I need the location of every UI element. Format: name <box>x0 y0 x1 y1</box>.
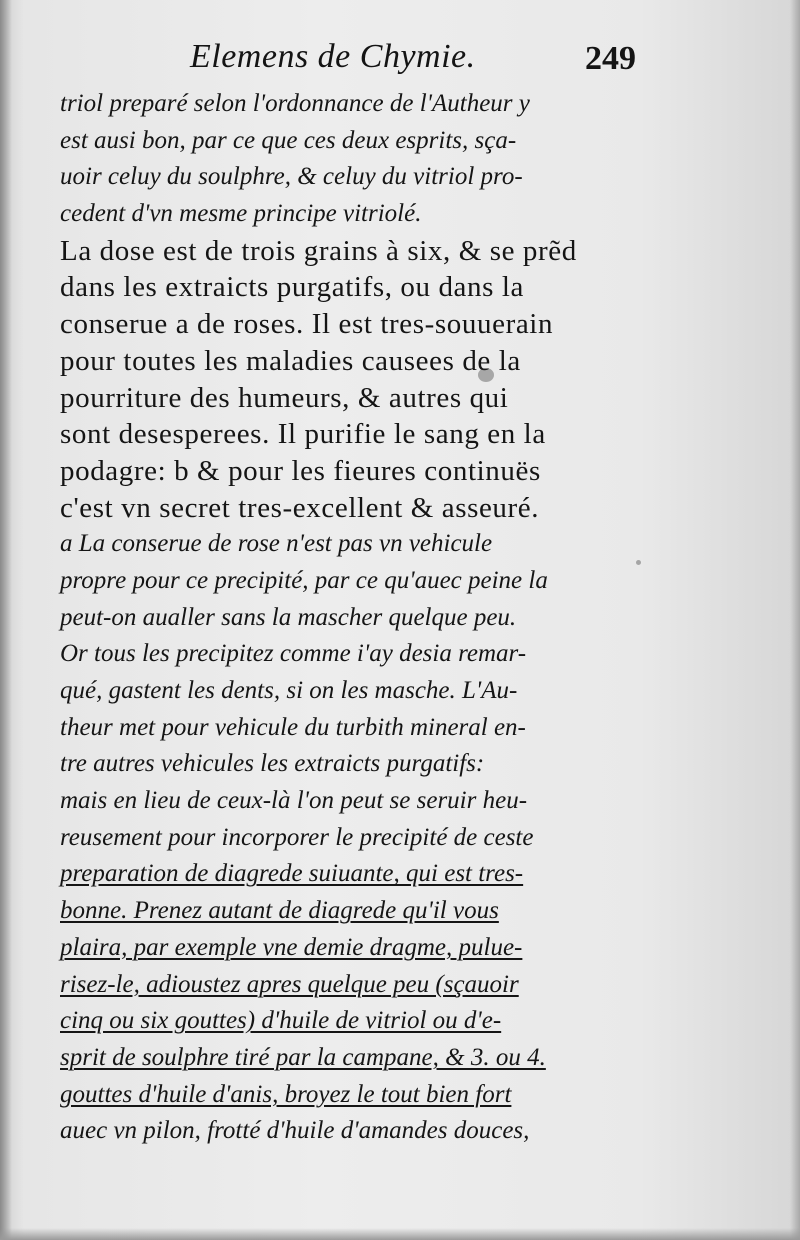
text-line: sont desesperees. Il purifie le sang en la <box>60 418 546 451</box>
text-line: preparation de diagrede suiuante, qui est tres- <box>60 860 524 888</box>
page-body-text <box>60 86 650 1150</box>
text-line: risez-le, adioustez apres quelque peu (sçauoir <box>60 970 519 998</box>
text-line: pour toutes les maladies causees de la <box>60 344 521 377</box>
text-line: cedent d'vn mesme principe vitriolé. <box>60 200 422 228</box>
page-number: 249 <box>585 40 636 77</box>
text-line: pourriture des humeurs, & autres qui <box>60 381 509 414</box>
text-line: qué, gastent les dents, si on les masche. L'Au- <box>60 677 518 704</box>
text-line: gouttes d'huile d'anis, broyez le tout bien fort <box>60 1080 512 1108</box>
ink-blot <box>478 368 494 382</box>
text-line: plaira, par exemple vne demie dragme, pulue- <box>60 933 523 961</box>
text-line: bonne. Prenez autant de diagrede qu'il vous <box>60 897 499 925</box>
ink-speck <box>636 560 641 565</box>
text-line: mais en lieu de ceux-là l'on peut se seruir heu- <box>60 787 528 815</box>
text-line: podagre: b & pour les fieures continuës <box>60 454 541 487</box>
text-line: dans les extraicts purgatifs, ou dans la <box>60 271 524 304</box>
text-line: La dose est de trois grains à six, & se prẽd <box>60 234 577 267</box>
text-line: tre autres vehicules les extraicts purgatifs: <box>60 750 485 778</box>
text-line: peut-on aualler sans la mascher quelque peu. <box>60 603 517 631</box>
text-line: Or tous les precipitez comme i'ay desia remar- <box>60 640 527 668</box>
page-right-edge <box>790 0 800 1240</box>
text-line: auec vn pilon, frotté d'huile d'amandes douces, <box>60 1117 530 1145</box>
text-line: propre pour ce precipité, par ce qu'auec peine la <box>60 566 548 594</box>
text-line: est ausi bon, par ce que ces deux esprits, sça- <box>60 126 517 154</box>
running-title: Elemens de Chymie. <box>190 38 476 75</box>
page-header <box>60 38 660 88</box>
page-gutter-shadow <box>0 0 12 1240</box>
page-bottom-edge <box>0 1228 800 1240</box>
text-line: a La conserue de rose n'est pas vn vehicule <box>60 530 493 558</box>
text-line: uoir celuy du soulphre, & celuy du vitriol pro- <box>60 163 523 191</box>
text-line: reusement pour incorporer le precipité de ceste <box>60 823 534 851</box>
text-line: triol preparé selon l'ordonnance de l'Autheur y <box>60 90 530 117</box>
text-line: theur met pour vehicule du turbith mineral en- <box>60 713 526 741</box>
text-line: conserue a de roses. Il est tres-souuerain <box>60 308 554 341</box>
text-line: c'est vn secret tres-excellent & asseuré. <box>60 491 540 524</box>
text-line: sprit de soulphre tiré par la campane, & 3. ou 4. <box>60 1043 546 1071</box>
text-line: cinq ou six gouttes) d'huile de vitriol ou d'e- <box>60 1007 502 1035</box>
